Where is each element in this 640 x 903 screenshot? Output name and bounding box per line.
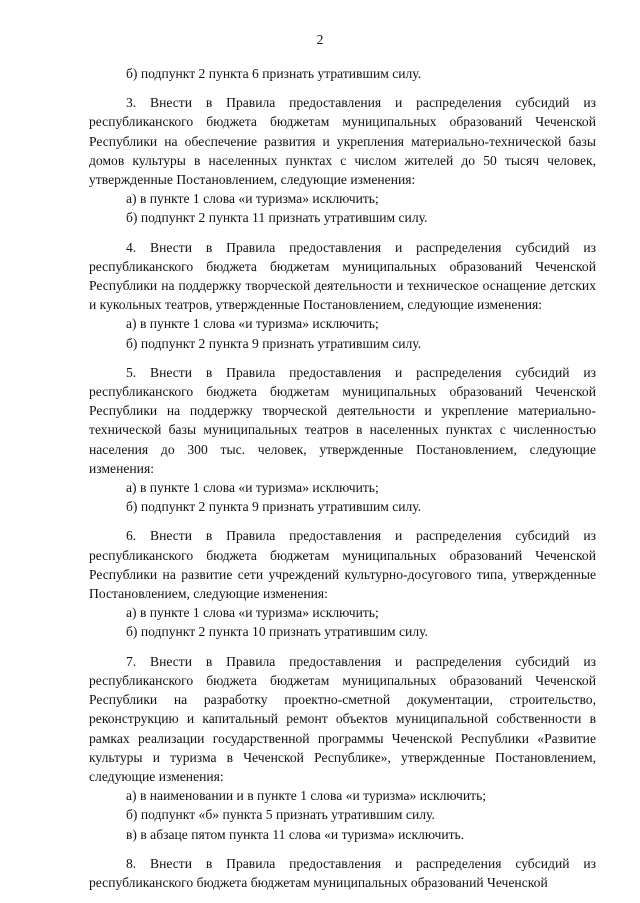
- paragraph: б) подпункт «б» пункта 5 признать утратившим силу.: [126, 807, 435, 823]
- paragraph: 4. Внести в Правила предоставления и распределения субсидий из республиканского бюджета бюджетам муниципальных образований Чеченской Республики на поддержку творческой деятельности и техническое оснащение детских и кукольных театров, утвержденные Постановлением, следующие изменения:: [89, 239, 596, 313]
- paragraph: 8. Внести в Правила предоставления и распределения субсидий из республиканского бюджета бюджетам муниципальных образований Чеченской: [89, 855, 596, 890]
- paragraph: 6. Внести в Правила предоставления и распределения субсидий из республиканского бюджета бюджетам муниципальных образований Чеченской Республики на развитие сети учреждений культурно-досугового типа, утвержденные Постановлением, следующие изменения:: [89, 528, 596, 602]
- paragraph: а) в пункте 1 слова «и туризма» исключить;: [126, 191, 379, 207]
- paragraph: 5. Внести в Правила предоставления и распределения субсидий из республиканского бюджета бюджетам муниципальных образований Чеченской Республики на поддержку творческой деятельности и укрепление материально-технической базы муниципальных театров в населенных пунктах с численностью населения до 300 тыс. человек, утвержденные Постановлением, следующие изменения:: [89, 364, 596, 476]
- page-number: 2: [316, 32, 324, 47]
- paragraph: в) в абзаце пятом пункта 11 слова «и туризма» исключить.: [126, 826, 465, 842]
- paragraph: а) в наименовании и в пункте 1 слова «и туризма» исключить;: [126, 788, 487, 804]
- document-body: [89, 64, 596, 892]
- paragraph: а) в пункте 1 слова «и туризма» исключить;: [126, 480, 379, 496]
- paragraph: 7. Внести в Правила предоставления и распределения субсидий из республиканского бюджета бюджетам муниципальных образований Чеченской Республики на разработку проектно-сметной документации, строительство, реконструкцию и капитальный ремонт объектов муниципальной собственности в рамках реализации государственной программы Чеченской Республики «Развитие культуры и туризма в Чеченской Республике», утвержденные Постановлением, следующие изменения:: [89, 653, 596, 784]
- paragraph: 3. Внести в Правила предоставления и распределения субсидий из республиканского бюджета бюджетам муниципальных образований Чеченской Республики на обеспечение развития и укрепления материально-технической базы домов культуры в населенных пунктах с числом жителей до 50 тысяч человек, утвержденные Постановлением, следующие изменения:: [89, 95, 596, 188]
- paragraph: а) в пункте 1 слова «и туризма» исключить;: [126, 316, 379, 332]
- paragraph: б) подпункт 2 пункта 11 признать утратившим силу.: [126, 210, 428, 226]
- paragraph: б) подпункт 2 пункта 9 признать утратившим силу.: [126, 499, 422, 515]
- paragraph: б) подпункт 2 пункта 6 признать утратившим силу.: [126, 66, 422, 81]
- paragraph: б) подпункт 2 пункта 10 признать утратившим силу.: [126, 624, 428, 640]
- paragraph: б) подпункт 2 пункта 9 признать утратившим силу.: [126, 335, 422, 351]
- paragraph: а) в пункте 1 слова «и туризма» исключить;: [126, 605, 379, 621]
